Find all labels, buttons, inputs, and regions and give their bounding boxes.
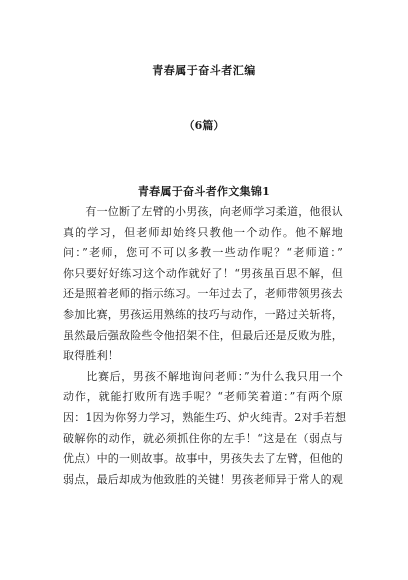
text-line: 你只要好好练习这个动作就好了！“男孩虽百思不解，但 — [63, 266, 343, 280]
document-count: （6篇） — [183, 119, 225, 132]
text-line: 还是照着老师的指示练习。一年过去了，老师带领男孩去 — [63, 287, 343, 301]
text-line: 虽然最后强敌险些令他招架不住，但最后还是反败为胜， — [63, 328, 343, 342]
text-line: 比赛后，男孩不解地询问老师：”为什么我只用一个 — [63, 369, 343, 383]
document-title: 青春属于奋斗者汇编 — [152, 64, 256, 77]
text-line: 优点）中的一则故事。故事中，男孩失去了左臂，但他的 — [63, 452, 343, 466]
text-line: 真的学习，但老师却始终只教他一个动作。他不解地 — [63, 225, 343, 239]
text-line: 参加比赛，男孩运用熟练的技巧与动作，一路过关斩将， — [63, 307, 343, 321]
text-line: 破解你的动作，就必须抓住你的左手！“这是在（弱点与 — [63, 431, 343, 445]
text-line: 动作，就能打败所有选手呢？“老师笑着道：”有两个原 — [63, 390, 343, 404]
text-line: 问：”老师，您可不可以多教一些动作呢？“老师道：” — [63, 246, 343, 260]
text-line: 因：1因为你努力学习，熟能生巧、炉火纯青。2对手若想 — [63, 410, 347, 424]
body-text — [63, 202, 347, 490]
text-line: 弱点，最后却成为他致胜的关键！男孩老师异于常人的观 — [63, 472, 343, 486]
text-line: 有一位断了左臂的小男孩，向老师学习柔道，他很认 — [63, 205, 343, 218]
text-line: 取得胜利！ — [63, 349, 119, 363]
section-title: 青春属于奋斗者作文集锦1 — [137, 185, 271, 198]
